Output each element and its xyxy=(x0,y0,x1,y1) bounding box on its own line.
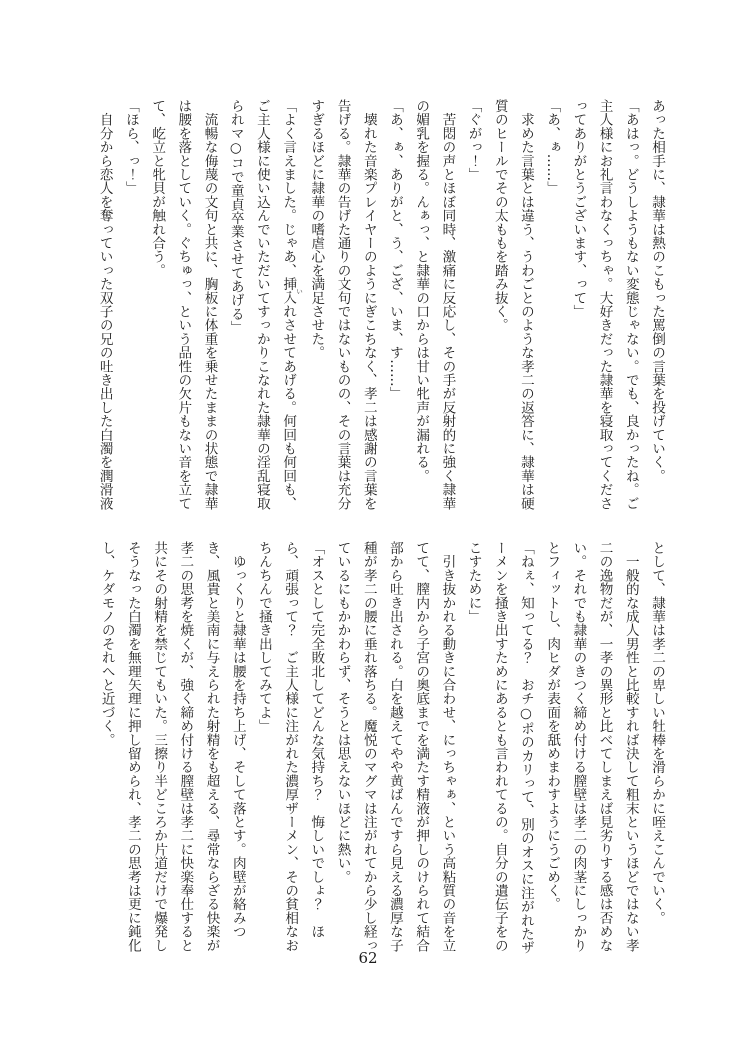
text-line: 孝二の思考を焼くが、強く締め付ける膣壁は孝二に快楽奉仕すると xyxy=(177,541,194,952)
text-line: 「あはっ。どうしようもない変態じゃない。でも、良かったね。ご xyxy=(622,99,639,510)
text-line: ーメンを掻き出すためにあるとも言われてるの。自分の遺伝子をの xyxy=(491,541,508,952)
text-line: 一般的な成人男性と比較すれば決して粗末というほどではない孝 xyxy=(622,541,639,952)
text-line: 「よく言えました。じゃあ、挿入 いれさせてあげる。何回も何回も、 xyxy=(280,99,304,511)
text-line: すぎるほどに隷華の嗜虐心を満足させた。 xyxy=(308,99,325,360)
text-line: とフィットし、肉ヒダが表面を舐めまわすようにうごめく。 xyxy=(544,541,561,911)
text-line: 苦悶の声とほぼ同時、激痛に反応し、その手が反射的に強く隷華 xyxy=(439,99,456,510)
text-line: は腰を落としていく。ぐちゅっ、という品性の欠片もない音を立て xyxy=(175,99,192,510)
text-line: てて、膣内から子宮の奥底までを満たす精液が押しのけられて結合 xyxy=(413,541,430,952)
text-line: ちんちんで掻き出してみてよ」 xyxy=(255,541,272,733)
furigana-ruby: 挿入 い xyxy=(280,277,304,305)
text-line: 告げる。隷華の告げた通りの文句ではないものの、その言葉は充分 xyxy=(334,99,351,510)
text-line: られマ○コで童貞卒業させてあげる」 xyxy=(227,99,244,335)
text-line: ら、頑張って？ ご主人様に注がれた濃厚ザーメン、その貧相なお xyxy=(282,541,299,952)
text-line: として、隷華は孝二の卑しい牡棒を滑らかに咥えこんでいく。 xyxy=(649,541,665,925)
text-block-bottom xyxy=(94,541,670,953)
text-block-top xyxy=(92,99,670,511)
text-line: そうなった白濁を無理矢理に押し留められ、孝二の思考は更に鈍化 xyxy=(124,541,141,952)
text-line: の媚乳を握る。んぁっ、と隷華の口からは甘い牝声が漏れる。 xyxy=(413,99,430,483)
text-line: ゆっくりと隷華は腰を持ち上げ、そして落とす。肉壁が絡みつ xyxy=(229,541,246,939)
text-line: し、ケダモノのそれへと近づく。 xyxy=(98,541,115,747)
text-line: 「あ、ぁ、ありがと、う、ござ、いま、す……」 xyxy=(386,99,403,401)
text-line: 流暢な侮蔑の文句と共に、胸板に体重を乗せたままの状態で隷華 xyxy=(201,99,218,510)
text-line: 求めた言葉とは違う、うわごとのような孝二の返答に、隷華は硬 xyxy=(517,99,534,510)
text-line: い。それでも隷華のきつく締め付ける膣壁は孝二の肉茎にしっかり xyxy=(570,541,587,952)
text-line: あった相手に、隷華は熱のこもった罵倒の言葉を投げていく。 xyxy=(649,99,665,483)
text-line: 「オスとして完全敗北してどんな気持ち？ 悔しいでしょ？ ほ xyxy=(308,541,325,939)
text-line: 自分から恋人を奪っていった双子の兄の吐き出した白濁を潤滑液 xyxy=(96,99,113,510)
text-line: こすために」 xyxy=(465,541,482,624)
text-line: ってありがとうございます、って」 xyxy=(570,99,587,319)
text-line: 種が孝二の腰に垂れ落ちる。魔悦のマグマは注がれてから少し経っ xyxy=(360,541,377,952)
text-line: ご主人様に使い込んでいただいてすっかりこなれた隷華の淫乱寝取 xyxy=(253,99,270,510)
text-line: 共にその射精を禁じてもいた。三擦り半どころか片道だけで爆発し xyxy=(151,541,168,952)
text-line: 部から吐き出される。白を越えてやや黄ばんですら見える濃厚な子 xyxy=(386,541,403,952)
text-line: 二の逸物だが、一孝の異形と比べてしまえば見劣りする感は否めな xyxy=(596,541,613,952)
text-line: 壊れた音楽プレイヤーのようにぎこちなく、孝二は感謝の言葉を xyxy=(360,99,377,510)
text-line: 「あ、ぁ……」 xyxy=(544,99,561,195)
text-line: 主人様にお礼言わなくっちゃ。大好きだった隷華を寝取ってくださ xyxy=(596,99,613,510)
text-line: 「ねぇ、知ってる？ おチ○ポのカリって、別のオスに注がれたザ xyxy=(517,541,534,955)
text-line: て、屹立と牝貝が触れ合う。 xyxy=(149,99,166,278)
text-line: ているにもかかわらず、そうとは思えないほどに熱い。 xyxy=(334,541,351,884)
text-line: 引き抜かれる動きに合わせ、にっちゃぁ、という高粘質の音を立 xyxy=(439,541,456,952)
text-line: 「ほら、っ！」 xyxy=(122,99,139,195)
text-line: 「ぐがっ！」 xyxy=(465,99,482,182)
page-number: 62 xyxy=(358,949,378,967)
text-line: 質のヒールでその太ももを踏み抜く。 xyxy=(491,99,508,332)
text-line: き、風貴と美南に与えられた射精をも超える、尋常ならざる快楽が xyxy=(203,541,220,952)
